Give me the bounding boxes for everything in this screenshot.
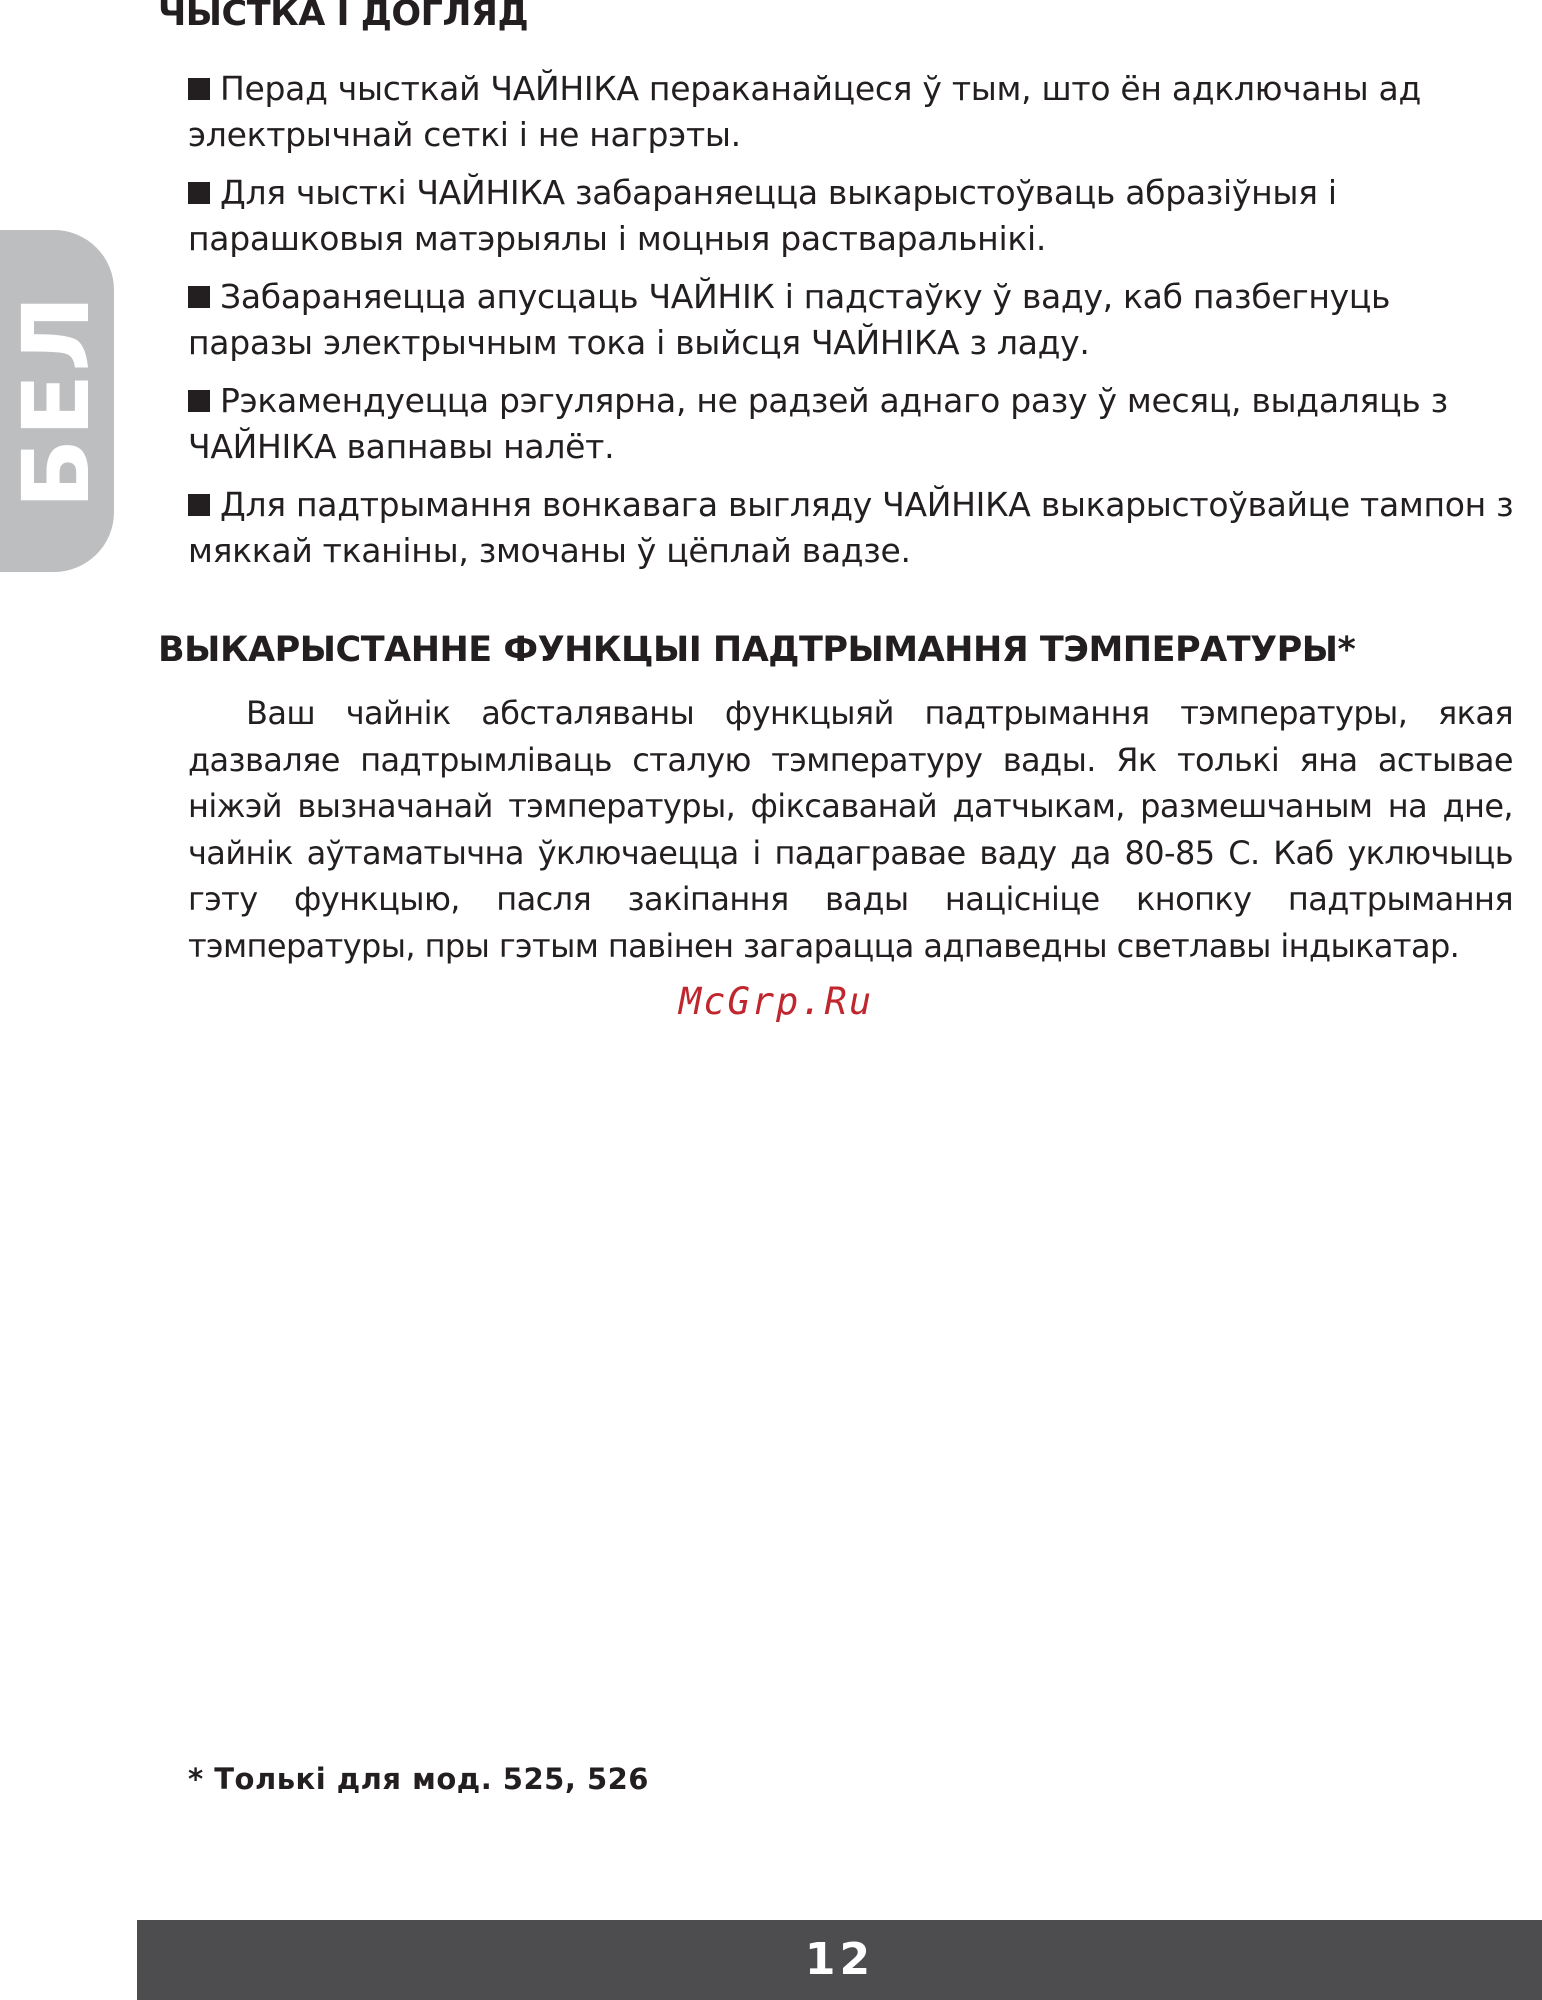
footnote: * Толькі для мод. 525, 526 <box>188 1762 649 1796</box>
list-item <box>188 170 1518 262</box>
list-item-text: Для падтрымання вонкавага выгляду ЧАЙНІКА выкарыстоўвайце тампон з мяккай тканіны, змочаны ў цёплай вадзе. <box>188 485 1514 570</box>
bullet-square-icon <box>188 390 210 412</box>
list-item-text: Рэкамендуецца рэгулярна, не радзей аднаго разу ў месяц, выдаляць з ЧАЙНІКА вапнавы налёт. <box>188 381 1448 466</box>
page-number: 12 <box>804 1934 875 1985</box>
list-item <box>188 274 1518 366</box>
bullet-square-icon <box>188 286 210 308</box>
list-item <box>188 482 1518 574</box>
cleaning-list <box>188 66 1518 586</box>
list-item <box>188 66 1518 158</box>
watermark-link[interactable]: McGrp.Ru <box>678 980 874 1023</box>
bullet-square-icon <box>188 78 210 100</box>
bullet-square-icon <box>188 182 210 204</box>
bullet-square-icon <box>188 494 210 516</box>
section-title-temperature: ВЫКАРЫСТАННЕ ФУНКЦЫІ ПАДТРЫМАННЯ ТЭМПЕРАТУРЫ* <box>158 630 1356 670</box>
language-tab-label: БЕЛ <box>3 293 110 509</box>
section-title-cleaning: ЧЫСТКА І ДОГЛЯД <box>158 0 529 34</box>
list-item <box>188 378 1518 470</box>
page-footer-bar <box>137 1920 1542 2000</box>
list-item-text: Для чысткі ЧАЙНІКА забараняецца выкарыстоўваць абразіўныя і парашковыя матэрыялы і моцныя растваральнікі. <box>188 173 1337 258</box>
list-item-text: Перад чысткай ЧАЙНІКА пераканайцеся ў тым, што ён адключаны ад электрычнай сеткі і не нагрэты. <box>188 69 1421 154</box>
temperature-paragraph: Ваш чайнік абсталяваны функцыяй падтрымання тэмпературы, якая дазваляе падтрымліваць сталую тэмпературу вады. Як толькі яна астывае ніжэй вызначанай тэмпературы, фіксаванай датчыкам, размешчаным на дне, чайнік аўтаматычна ўключаецца і падагравае ваду да 80-85 С. Каб уключыць гэту функцыю, пасля закіпання вады націсніце кнопку падтрымання тэмпературы, пры гэтым павінен загарацца адпаведны светлавы індыкатар. <box>188 694 1513 965</box>
list-item-text: Забараняецца апусцаць ЧАЙНІК і падстаўку ў ваду, каб пазбегнуць паразы электрычным тока і выйсця ЧАЙНІКА з ладу. <box>188 277 1391 362</box>
language-tab <box>0 230 114 572</box>
